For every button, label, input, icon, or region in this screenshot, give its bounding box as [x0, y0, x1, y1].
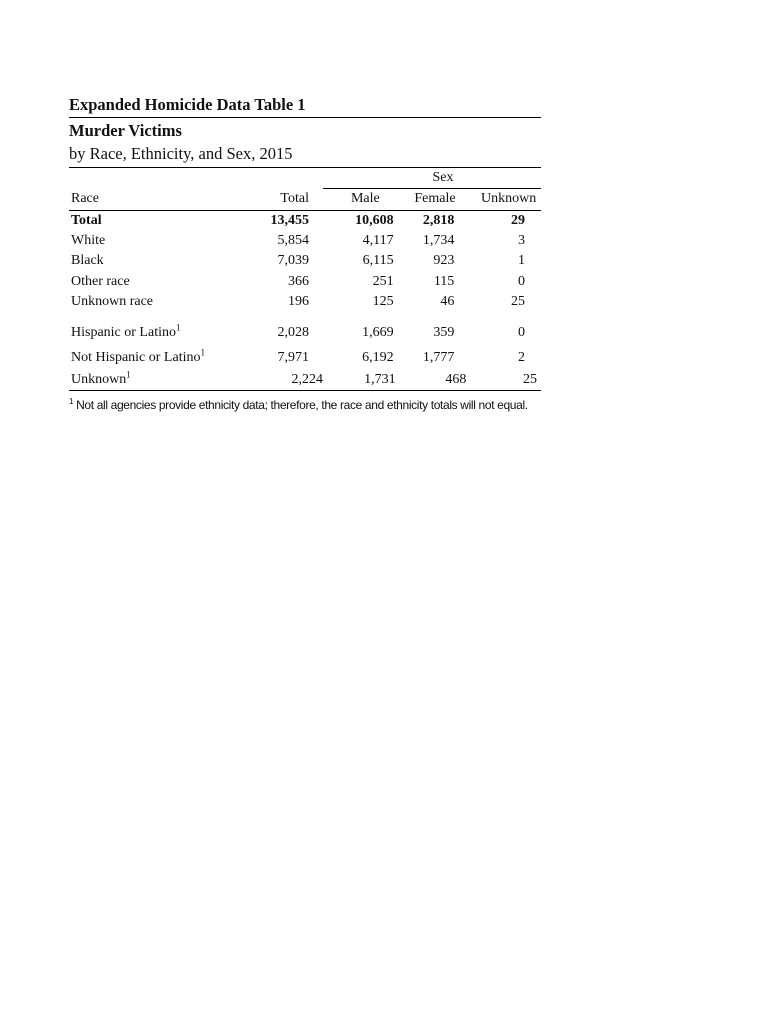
- table-row: [69, 370, 541, 391]
- table-subtitle: Murder Victims: [69, 121, 182, 140]
- cell-female: 115: [433, 273, 455, 289]
- table-row: [69, 231, 541, 251]
- header-total: Total: [267, 189, 323, 210]
- table-row: [69, 292, 541, 312]
- cell-male: 1,669: [362, 324, 394, 340]
- cell-unknown: 3: [518, 233, 525, 249]
- header-race: Race: [69, 189, 267, 210]
- group-header-row: [69, 168, 541, 189]
- table-row: [69, 345, 541, 370]
- cell-total: 366: [288, 273, 309, 289]
- cell-female: 1,777: [422, 349, 455, 365]
- table-row: [69, 320, 541, 345]
- cell-male: 6,115: [362, 253, 394, 269]
- header-unknown: Unknown: [468, 189, 541, 210]
- cell-unknown: 0: [518, 324, 525, 340]
- cell-unknown: 2: [518, 349, 525, 365]
- row-label: Hispanic or Latino: [71, 324, 176, 340]
- cell-unknown: 25: [511, 293, 525, 309]
- cell-male: 4,117: [362, 233, 394, 249]
- row-label: Not Hispanic or Latino: [71, 349, 201, 365]
- footnote-number: 1: [69, 397, 74, 407]
- cell-total: 7,039: [277, 253, 309, 269]
- column-header-row: [69, 189, 541, 210]
- cell-unknown: 25: [468, 370, 541, 391]
- cell-male: 6,192: [362, 349, 394, 365]
- table-row: [69, 210, 541, 231]
- cell-male: 10,608: [355, 212, 394, 228]
- footnote-marker: 1: [126, 369, 131, 380]
- spacer-row: [69, 312, 541, 320]
- row-label: Total: [71, 212, 102, 228]
- table-row: [69, 251, 541, 271]
- document: [69, 94, 541, 414]
- data-table: [69, 168, 541, 391]
- footnote-text: Not all agencies provide ethnicity data; therefore, the race and ethnicity totals will not equal.: [73, 398, 528, 413]
- table-subtitle-secondary: by Race, Ethnicity, and Sex, 2015: [69, 143, 541, 168]
- cell-total: 5,854: [277, 233, 309, 249]
- row-label: Other race: [71, 273, 130, 289]
- row-label: Black: [71, 253, 104, 269]
- cell-unknown: 0: [518, 273, 525, 289]
- footnote-marker: 1: [175, 321, 181, 332]
- cell-male: 251: [372, 273, 394, 289]
- cell-unknown: 29: [511, 212, 525, 228]
- cell-total: 13,455: [270, 212, 309, 228]
- cell-total: 2,028: [277, 324, 309, 340]
- cell-female: 46: [440, 293, 455, 309]
- sex-group-header: Sex: [323, 168, 541, 189]
- row-label: Unknown race: [71, 293, 154, 309]
- table-title: Expanded Homicide Data Table 1: [69, 94, 541, 118]
- cell-male: 1,731: [323, 370, 396, 391]
- cell-female: 2,818: [422, 212, 455, 228]
- header-female: Female: [396, 189, 469, 210]
- cell-female: 923: [433, 253, 455, 269]
- cell-total: 196: [288, 293, 309, 309]
- table-row: [69, 271, 541, 291]
- cell-total: 2,224: [267, 370, 323, 391]
- row-label: Unknown: [71, 372, 127, 388]
- cell-female: 468: [396, 370, 469, 391]
- footnote: [69, 397, 541, 414]
- cell-male: 125: [372, 293, 394, 309]
- header-male: Male: [323, 189, 396, 210]
- cell-female: 1,734: [422, 233, 455, 249]
- cell-unknown: 1: [518, 253, 525, 269]
- cell-female: 359: [433, 324, 455, 340]
- cell-total: 7,971: [277, 349, 309, 365]
- footnote-marker: 1: [200, 346, 205, 357]
- row-label: White: [71, 233, 106, 249]
